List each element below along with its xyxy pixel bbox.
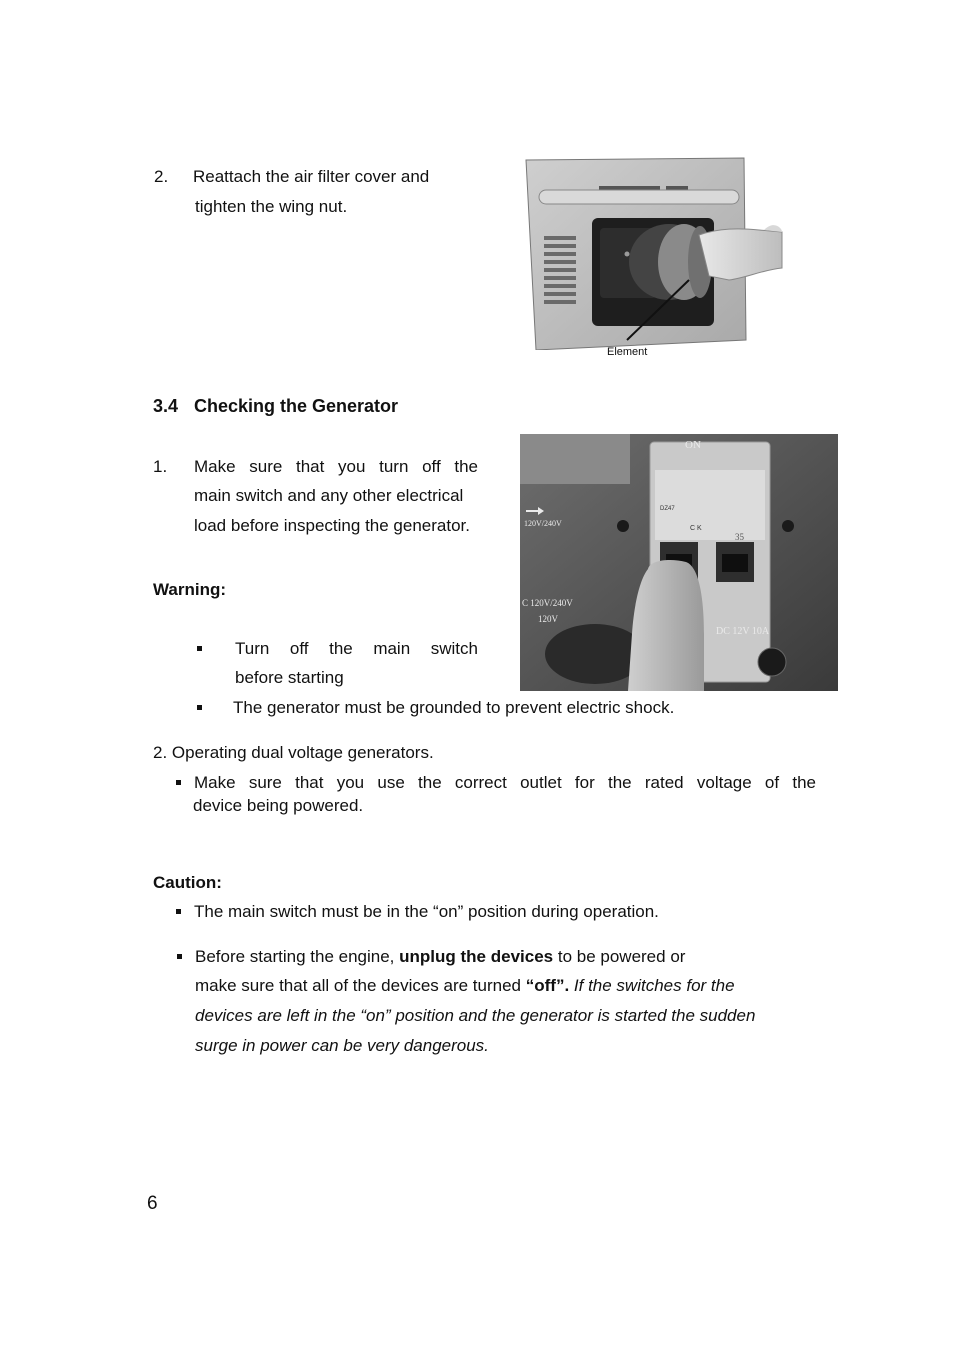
air-filter-photo	[524, 150, 794, 350]
figure-caption: Element	[607, 346, 648, 358]
ce-mark: C K	[690, 525, 702, 532]
caution-text-line: The main switch must be in the “on” position during operation.	[194, 902, 659, 921]
rating-label: 35	[735, 532, 744, 542]
italic-text: If the switches for the	[569, 976, 735, 995]
caution-text-line: devices are left in the “on” position and the generator is started the sudden	[195, 1006, 756, 1025]
caution-text-line	[195, 976, 735, 996]
step-text-line: load before inspecting the generator.	[194, 516, 470, 535]
step-number: 2.	[154, 167, 169, 186]
emphasis-text: unplug the devices	[399, 947, 554, 966]
text-span: Before starting the engine,	[195, 947, 400, 966]
bullet-icon	[176, 780, 181, 785]
warning-text-line: before starting	[235, 668, 344, 687]
bullet-icon	[177, 954, 182, 959]
bullet-icon	[197, 705, 202, 710]
bullet-icon	[176, 909, 181, 914]
voltage-label: 120V/240V	[524, 519, 562, 528]
ac-label: C 120V/240V	[522, 598, 573, 608]
step-text-line: main switch and any other electrical	[194, 486, 464, 505]
on-label: ON	[685, 439, 701, 451]
breaker-model-label: DZ47	[660, 506, 675, 512]
voltage-120-label: 120V	[538, 614, 558, 624]
bullet-icon	[197, 646, 202, 651]
step-text-line: Reattach the air filter cover and	[193, 167, 430, 186]
warning-heading: Warning:	[153, 580, 227, 599]
section-title: Checking the Generator	[194, 396, 399, 416]
main-switch-photo	[520, 434, 838, 691]
text-span: make sure that all of the devices are turned	[195, 976, 526, 995]
warning-text-line: The generator must be grounded to prevent electric shock.	[233, 698, 675, 717]
step-text-line: Make sure that you turn off the	[194, 457, 478, 476]
step-number: 1.	[153, 457, 168, 476]
text-span: to be powered or	[553, 947, 686, 966]
page-number: 6	[147, 1193, 158, 1214]
step-text-line: tighten the wing nut.	[195, 197, 348, 216]
body-text-line: device being powered.	[193, 796, 364, 815]
warning-text-line: Turn off the main switch	[235, 639, 478, 658]
caution-text-line	[195, 947, 685, 967]
section-number: 3.4	[153, 396, 179, 416]
caution-heading: Caution:	[153, 873, 222, 892]
caution-text-line: surge in power can be very dangerous.	[195, 1036, 489, 1055]
emphasis-text: “off”.	[525, 976, 570, 995]
body-text-line: Make sure that you use the correct outlet for the rated voltage of the	[194, 773, 816, 792]
dc-label: DC 12V 10A	[716, 626, 770, 637]
section-heading: 2. Operating dual voltage generators.	[153, 743, 434, 762]
